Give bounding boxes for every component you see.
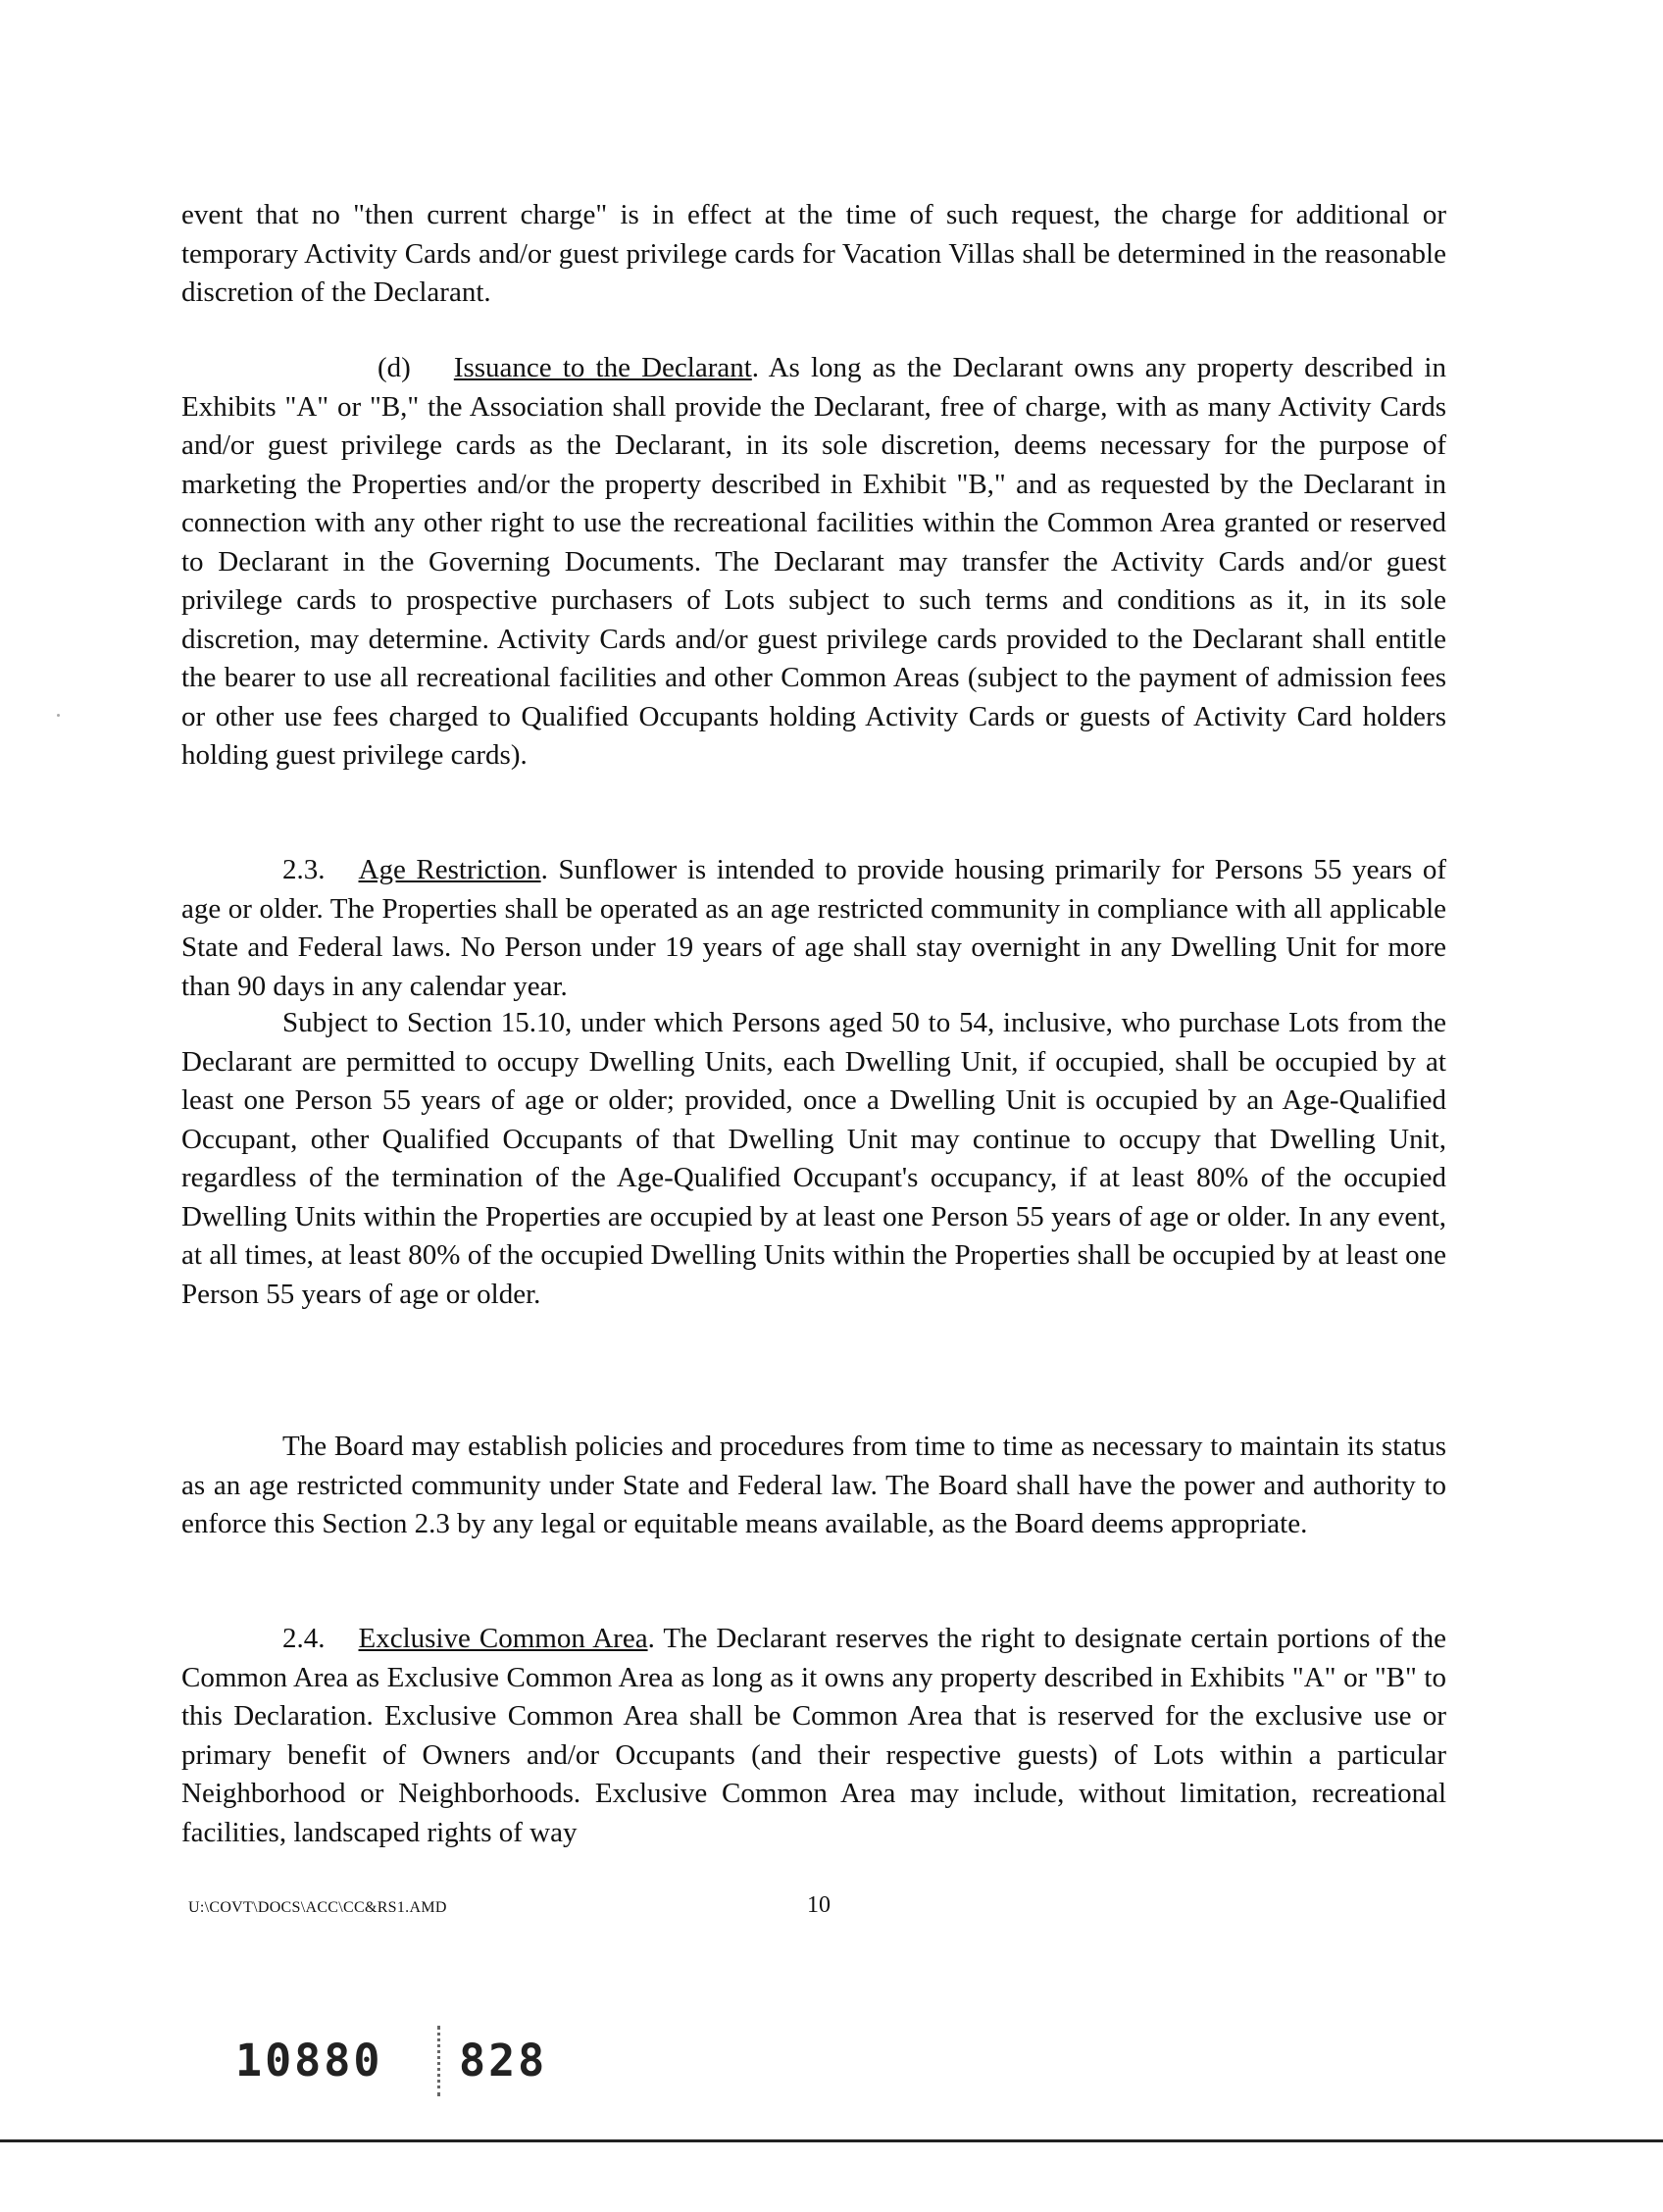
paragraph-text: . The Declarant reserves the right to designate certain portions of the Common Area as Exclusive Common Area as long as it owns any property described in Exhibits "A" or "B" to this Declaration. Exclusive Common Area shall be Common Area that is reserved for the exclusive use or primary benefit of Owners and/or Occupants (and their respective guests) of Lots within a particular Neighborhood or Neighborhoods. Exclusive Common Area may include, without limitation, recreational facilities, landscaped rights of way	[181, 1623, 1446, 1848]
bottom-rule	[0, 2139, 1663, 2142]
paragraph-text: . As long as the Declarant owns any property described in Exhibits "A" or "B," the Association shall provide the Declarant, free of charge, with as many Activity Cards and/or guest privilege cards as the Declarant, in its sole discretion, deems necessary for the purpose of marketing the Properties and/or the property described in Exhibit "B," and as requested by the Declarant in connection with any other right to use the recreational facilities within the Common Area granted or reserved to Declarant in the Governing Documents. The Declarant may transfer the Activity Cards and/or guest privilege cards to prospective purchasers of Lots subject to such terms and conditions as it, in its sole discretion, may determine. Activity Cards and/or guest privilege cards provided to the Declarant shall entitle the bearer to use all recreational facilities and other Common Areas (subject to the payment of admission fees or other use fees charged to Qualified Occupants holding Activity Cards or guests of Activity Card holders holding guest privilege cards).	[181, 352, 1446, 771]
stamp-divider	[437, 2026, 444, 2096]
recording-book-number: 10880	[235, 2035, 383, 2086]
section-2-3-age-restriction	[181, 851, 1446, 1006]
section-2-4-exclusive-common-area	[181, 1620, 1446, 1852]
paragraph-board-policies	[181, 1428, 1446, 1544]
paragraph-text: . Sunflower is intended to provide housing primarily for Persons 55 years of age or older. The Properties shall be operated as an age restricted community in compliance with all applicable State and Federal laws. No Person under 19 years of age shall stay overnight in any Dwelling Unit for more than 90 days in any calendar year.	[181, 854, 1446, 1002]
paragraph-text: Subject to Section 15.10, under which Persons aged 50 to 54, inclusive, who purchase Lots from the Declarant are permitted to occupy Dwelling Units, each Dwelling Unit, if occupied, shall be occupied by at least one Person 55 years of age or older; provided, once a Dwelling Unit is occupied by an Age-Qualified Occupant, other Qualified Occupants of that Dwelling Unit may continue to occupy that Dwelling Unit, regardless of the termination of the Age-Qualified Occupant's occupancy, if at least 80% of the occupied Dwelling Units within the Properties are occupied by at least one Person 55 years of age or older. In any event, at all times, at least 80% of the occupied Dwelling Units within the Properties shall be occupied by at least one Person 55 years of age or older.	[181, 1007, 1446, 1310]
subsection-label: (d)	[378, 352, 411, 383]
recording-page-number: 828	[459, 2035, 548, 2086]
footer-file-path: U:\COVT\DOCS\ACC\CC&RS1.AMD	[188, 1899, 447, 1916]
paragraph-text: The Board may establish policies and procedures from time to time as necessary to maintain its status as an age restricted community under State and Federal law. The Board shall have the power and authority to enforce this Section 2.3 by any legal or equitable means available, as the Board deems appropriate.	[181, 1431, 1446, 1539]
section-heading: Age Restriction	[358, 854, 541, 885]
scan-speck	[57, 714, 60, 717]
footer-page-number: 10	[807, 1892, 831, 1918]
subsection-heading: Issuance to the Declarant	[453, 352, 752, 383]
paragraph-issuance-to-declarant	[181, 349, 1446, 776]
paragraph-continuation	[181, 196, 1446, 313]
paragraph-text: event that no "then current charge" is in effect at the time of such request, the charge for additional or temporary Activity Cards and/or guest privilege cards for Vacation Villas shall be determined in the reasonable discretion of the Declarant.	[181, 199, 1446, 308]
section-number: 2.3.	[282, 854, 326, 885]
paragraph-age-occupancy	[181, 1004, 1446, 1314]
section-number: 2.4.	[282, 1623, 326, 1654]
section-heading: Exclusive Common Area	[358, 1623, 648, 1654]
